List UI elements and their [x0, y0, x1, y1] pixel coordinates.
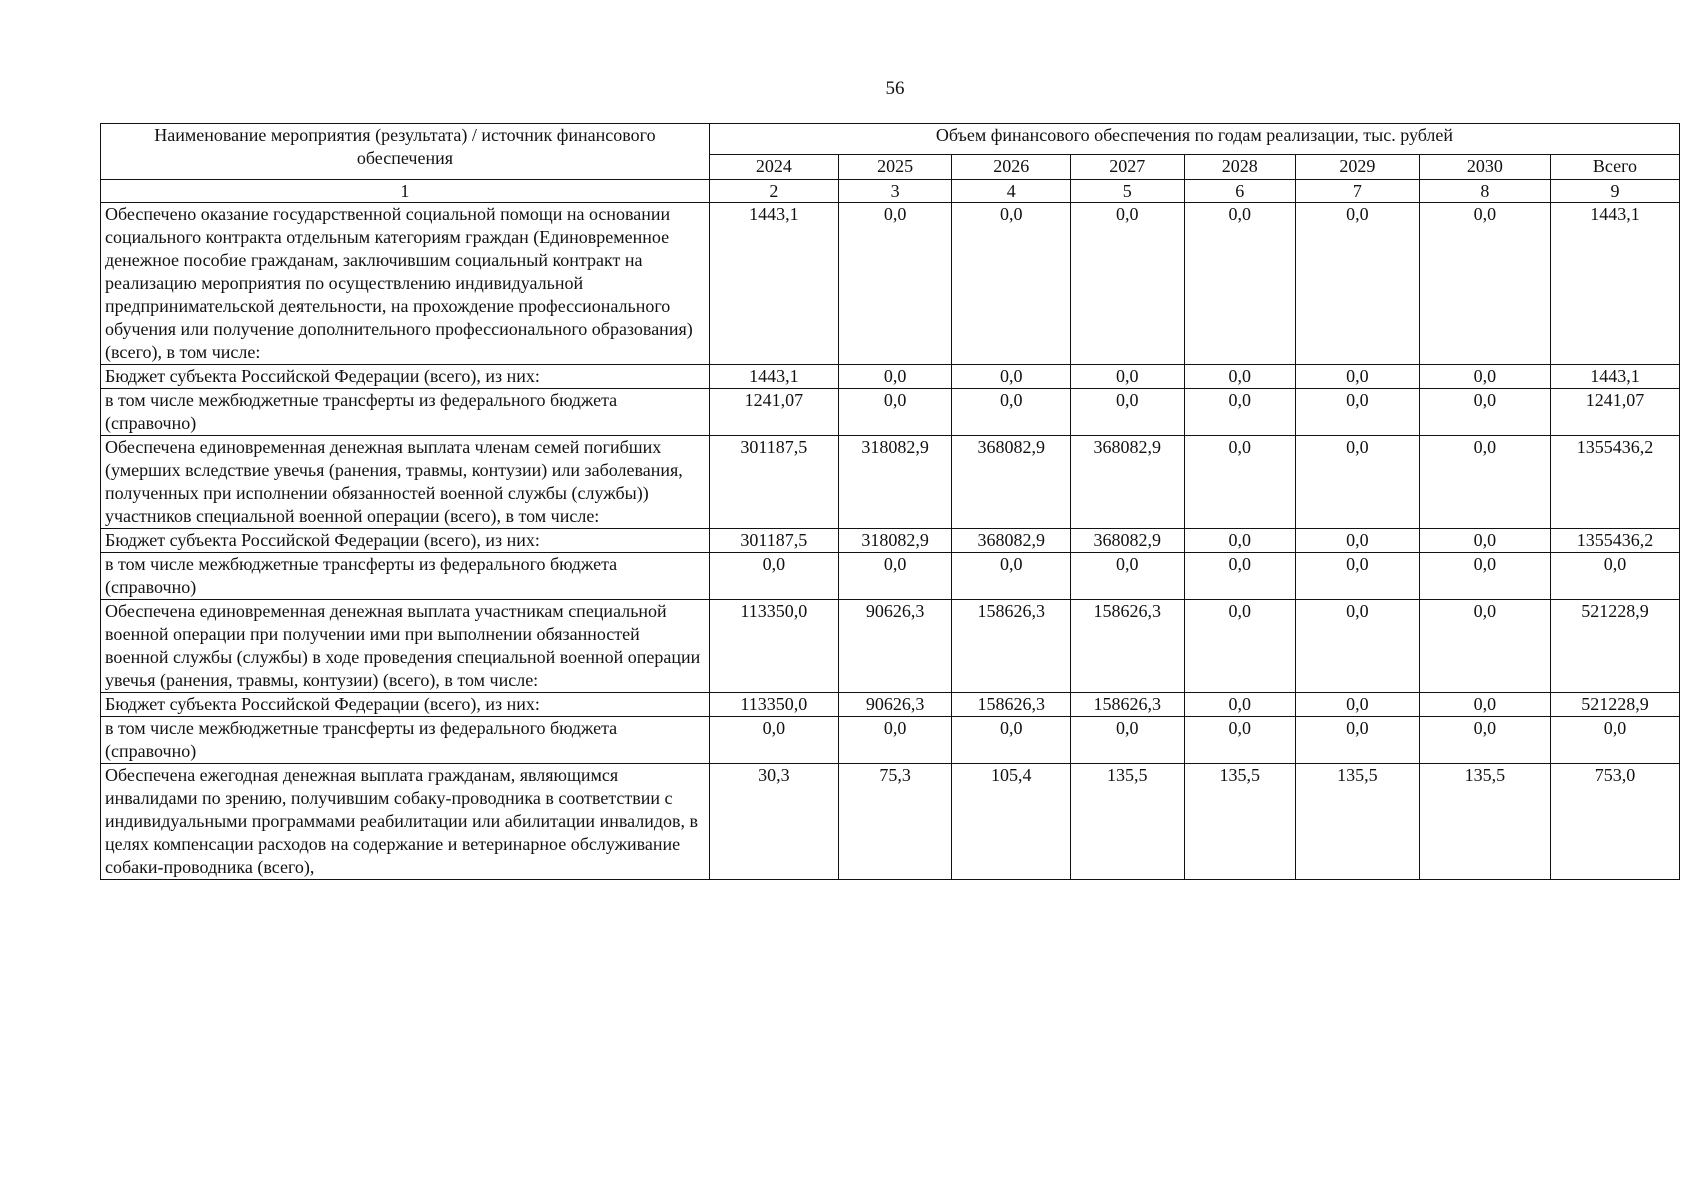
financing-table: [100, 123, 1680, 880]
row-year-value: 0,0: [1419, 529, 1550, 553]
row-total-value: 0,0: [1550, 553, 1679, 600]
row-year-value: 0,0: [1419, 553, 1550, 600]
row-year-value: 0,0: [1419, 717, 1550, 764]
year-header: 2028: [1184, 155, 1295, 180]
row-year-value: 0,0: [1296, 529, 1420, 553]
row-year-value: 0,0: [1419, 365, 1550, 389]
row-year-value: 0,0: [1296, 389, 1420, 436]
total-header: Всего: [1550, 155, 1679, 180]
table-row: [101, 529, 1680, 553]
row-year-value: 0,0: [1071, 553, 1185, 600]
row-year-value: 90626,3: [838, 600, 952, 693]
volume-column-header: Объем финансового обеспечения по годам реализации, тыс. рублей: [709, 124, 1679, 155]
table-body: [101, 203, 1680, 880]
row-description: Бюджет субъекта Российской Федерации (всего), из них:: [101, 693, 710, 717]
row-year-value: 0,0: [1184, 436, 1295, 529]
row-total-value: 1355436,2: [1550, 436, 1679, 529]
row-year-value: 0,0: [1296, 203, 1420, 365]
row-year-value: 0,0: [1184, 693, 1295, 717]
row-year-value: 0,0: [1296, 553, 1420, 600]
row-year-value: 0,0: [1419, 389, 1550, 436]
row-year-value: 0,0: [952, 717, 1071, 764]
row-year-value: 0,0: [1419, 600, 1550, 693]
row-year-value: 135,5: [1419, 764, 1550, 880]
row-year-value: 0,0: [1419, 436, 1550, 529]
row-year-value: 301187,5: [709, 529, 838, 553]
row-year-value: 0,0: [952, 553, 1071, 600]
row-year-value: 318082,9: [838, 529, 952, 553]
row-year-value: 0,0: [1184, 203, 1295, 365]
row-year-value: 0,0: [952, 389, 1071, 436]
row-year-value: 158626,3: [1071, 600, 1185, 693]
row-year-value: 0,0: [709, 717, 838, 764]
row-description: Бюджет субъекта Российской Федерации (всего), из них:: [101, 365, 710, 389]
row-year-value: 0,0: [1184, 600, 1295, 693]
page-number: 56: [885, 78, 905, 99]
row-year-value: 0,0: [1071, 365, 1185, 389]
row-year-value: 0,0: [1419, 203, 1550, 365]
row-description: Обеспечена единовременная денежная выплата членам семей погибших (умерших вследствие увечья (ранения, травмы, контузии) или заболевания, полученных при исполнении обязанностей военной службы (службы)) участников специальной военной операции (всего), в том числе:: [101, 436, 710, 529]
row-year-value: 0,0: [1184, 365, 1295, 389]
row-year-value: 135,5: [1184, 764, 1295, 880]
row-total-value: 1241,07: [1550, 389, 1679, 436]
row-year-value: 0,0: [1071, 389, 1185, 436]
row-year-value: 0,0: [952, 365, 1071, 389]
name-column-header: Наименование мероприятия (результата) / источник финансового обеспечения: [101, 124, 710, 180]
row-year-value: 158626,3: [952, 600, 1071, 693]
row-description: Бюджет субъекта Российской Федерации (всего), из них:: [101, 529, 710, 553]
row-year-value: 0,0: [1296, 436, 1420, 529]
column-number: 4: [952, 180, 1071, 203]
row-year-value: 0,0: [709, 553, 838, 600]
row-year-value: 0,0: [1419, 693, 1550, 717]
table-row: [101, 553, 1680, 600]
row-year-value: 113350,0: [709, 693, 838, 717]
row-year-value: 301187,5: [709, 436, 838, 529]
row-year-value: 135,5: [1071, 764, 1185, 880]
row-total-value: 521228,9: [1550, 693, 1679, 717]
row-year-value: 0,0: [1184, 717, 1295, 764]
row-year-value: 0,0: [1184, 553, 1295, 600]
row-year-value: 30,3: [709, 764, 838, 880]
row-total-value: 521228,9: [1550, 600, 1679, 693]
table-row: [101, 693, 1680, 717]
year-header: 2025: [838, 155, 952, 180]
column-number: 8: [1419, 180, 1550, 203]
row-year-value: 1443,1: [709, 365, 838, 389]
row-year-value: 1443,1: [709, 203, 838, 365]
row-description: в том числе межбюджетные трансферты из федерального бюджета (справочно): [101, 717, 710, 764]
year-header: 2027: [1071, 155, 1185, 180]
row-year-value: 0,0: [838, 553, 952, 600]
column-number: 1: [101, 180, 710, 203]
row-description: Обеспечена ежегодная денежная выплата гражданам, являющимся инвалидами по зрению, получившим собаку-проводника в соответствии с индивидуальными программами реабилитации или абилитации инвалидов, в целях компенсации расходов на содержание и ветеринарное обслуживание собаки-проводника (всего),: [101, 764, 710, 880]
row-total-value: 0,0: [1550, 717, 1679, 764]
row-year-value: 0,0: [838, 365, 952, 389]
table-header: [101, 124, 1680, 203]
row-description: Обеспечена единовременная денежная выплата участникам специальной военной операции при получении ими при выполнении обязанностей военной службы (службы) в ходе проведения специальной военной операции увечья (ранения, травмы, контузии) (всего), в том числе:: [101, 600, 710, 693]
row-year-value: 158626,3: [1071, 693, 1185, 717]
table-row: [101, 764, 1680, 880]
row-year-value: 0,0: [838, 717, 952, 764]
column-number: 6: [1184, 180, 1295, 203]
table-row: [101, 365, 1680, 389]
year-header: 2029: [1296, 155, 1420, 180]
row-year-value: 0,0: [1184, 389, 1295, 436]
row-year-value: 1241,07: [709, 389, 838, 436]
row-year-value: 0,0: [952, 203, 1071, 365]
year-header: 2026: [952, 155, 1071, 180]
table-row: [101, 389, 1680, 436]
row-total-value: 1443,1: [1550, 365, 1679, 389]
row-year-value: 368082,9: [952, 436, 1071, 529]
row-year-value: 90626,3: [838, 693, 952, 717]
row-description: Обеспечено оказание государственной социальной помощи на основании социального контракта отдельным категориям граждан (Единовременное денежное пособие гражданам, заключившим социальный контракт на реализацию мероприятия по осуществлению индивидуальной предпринимательской деятельности, на прохождение профессионального обучения или получение дополнительного профессионального образования) (всего), в том числе:: [101, 203, 710, 365]
row-year-value: 0,0: [1184, 529, 1295, 553]
column-number: 2: [709, 180, 838, 203]
row-year-value: 0,0: [1296, 717, 1420, 764]
row-year-value: 368082,9: [1071, 436, 1185, 529]
table-row: [101, 600, 1680, 693]
row-year-value: 368082,9: [1071, 529, 1185, 553]
column-number: 3: [838, 180, 952, 203]
row-year-value: 113350,0: [709, 600, 838, 693]
row-year-value: 75,3: [838, 764, 952, 880]
table-row: [101, 436, 1680, 529]
table-row: [101, 203, 1680, 365]
column-number: 5: [1071, 180, 1185, 203]
row-total-value: 1355436,2: [1550, 529, 1679, 553]
column-number: 9: [1550, 180, 1679, 203]
year-header: 2024: [709, 155, 838, 180]
column-numbers-row: [101, 180, 1680, 203]
row-year-value: 0,0: [1071, 203, 1185, 365]
row-year-value: 368082,9: [952, 529, 1071, 553]
column-number: 7: [1296, 180, 1420, 203]
row-year-value: 0,0: [1071, 717, 1185, 764]
row-year-value: 135,5: [1296, 764, 1420, 880]
row-year-value: 0,0: [1296, 693, 1420, 717]
year-header: 2030: [1419, 155, 1550, 180]
row-year-value: 0,0: [838, 203, 952, 365]
row-total-value: 1443,1: [1550, 203, 1679, 365]
row-year-value: 0,0: [1296, 600, 1420, 693]
row-year-value: 158626,3: [952, 693, 1071, 717]
row-year-value: 0,0: [838, 389, 952, 436]
row-year-value: 318082,9: [838, 436, 952, 529]
row-total-value: 753,0: [1550, 764, 1679, 880]
row-year-value: 105,4: [952, 764, 1071, 880]
table-row: [101, 717, 1680, 764]
row-year-value: 0,0: [1296, 365, 1420, 389]
row-description: в том числе межбюджетные трансферты из федерального бюджета (справочно): [101, 553, 710, 600]
row-description: в том числе межбюджетные трансферты из федерального бюджета (справочно): [101, 389, 710, 436]
